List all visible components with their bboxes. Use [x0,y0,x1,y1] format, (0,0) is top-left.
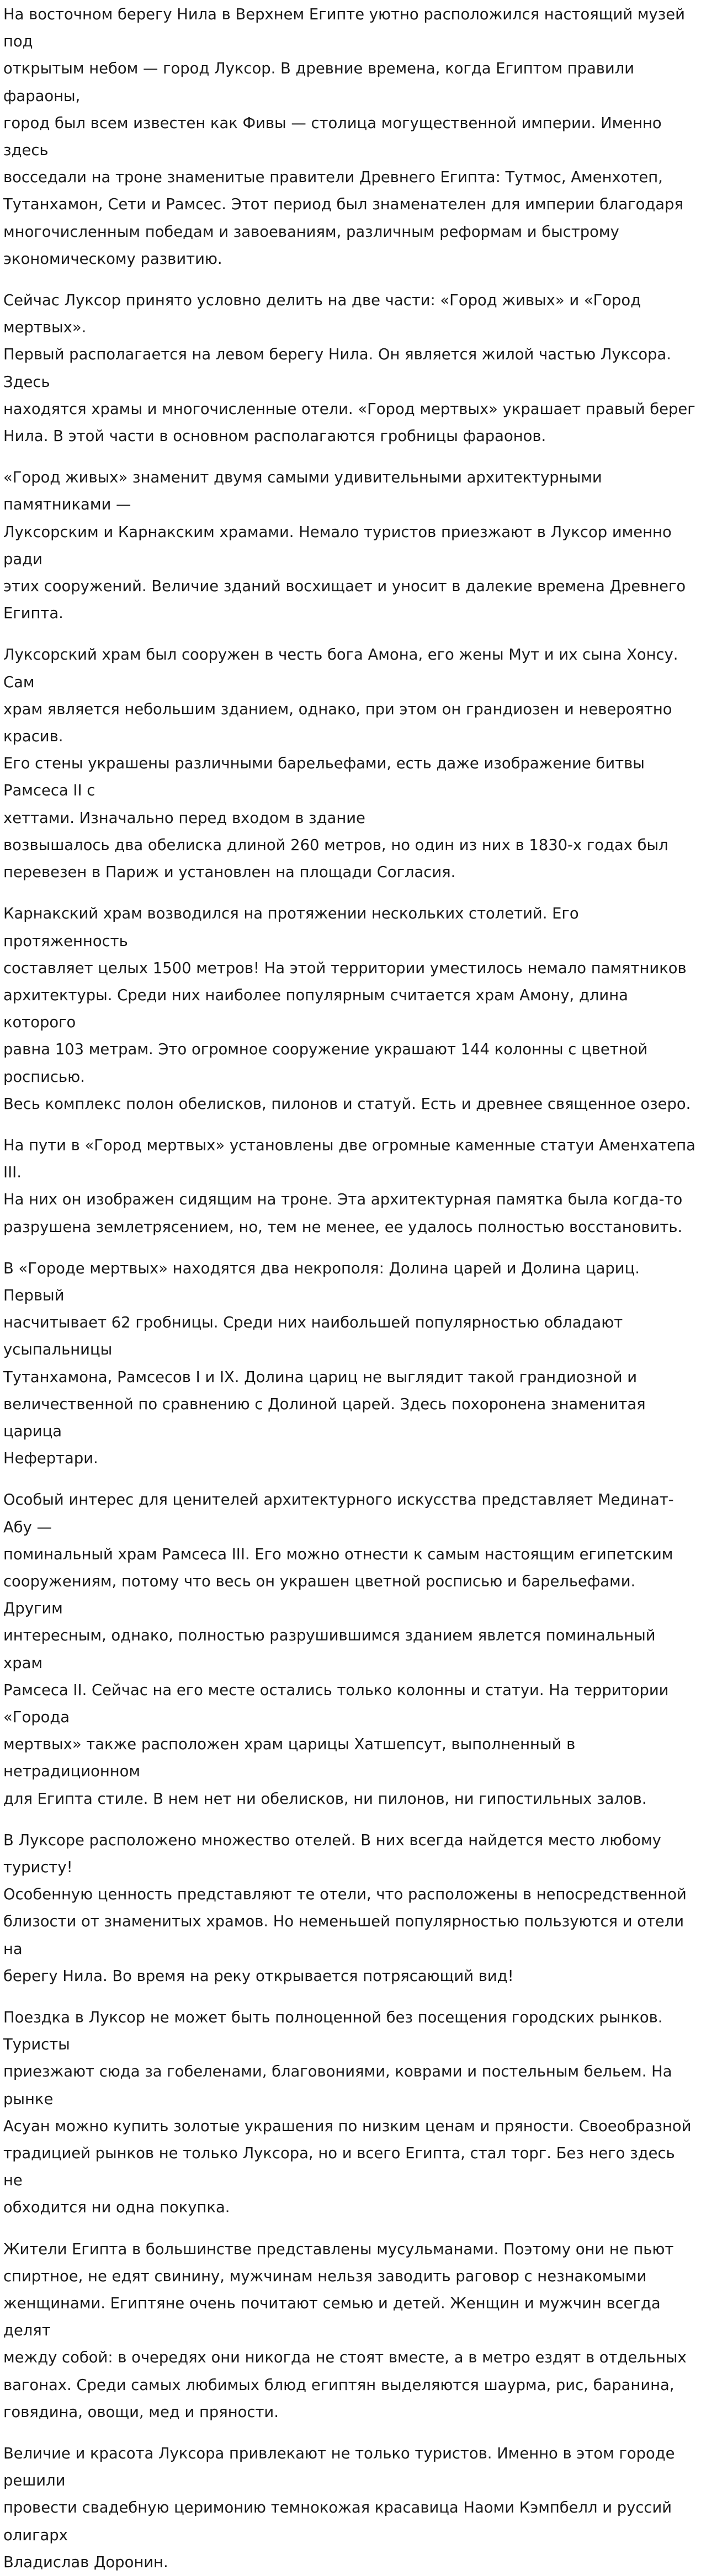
paragraph-luxor-temple: Луксорский храм был сооружен в честь бога Амона, его жены Мут и их сына Хонсу. Сам храм является небольшим зданием, однако, при этом он грандиозен и невероятно красив. Его стены украшены различными барельефами, есть даже изображение битвы Рамсеса II с хеттами. Изначально перед входом в здание возвышалось два обелиска длиной 260 метров, но один из них в 1830-х годах был перевезен в Париж и установлен на площади Согласия. [3,646,678,881]
paragraph-customs: Жители Египта в большинстве представлены мусульманами. Поэтому они не пьют спиртное, не едят свинину, мужчинам нельзя заводить раговор с незнакомыми женщинами. Египтяне очень почитают семью и детей. Женщин и мужчин всегда делят между собой: в очередях они никогда не стоят вместе, а в метро ездят в отдельных вагонах. Среди самых любимых блюд египтян выделяются шаурма, рис, баранина, говядина, овощи, мед и пряности. [3,2240,687,2421]
paragraph-city-of-living: «Город живых» знаменит двумя самыми удивительными архитектурными памятниками — Луксорским и Карнакским храмами. Немало туристов приезжают в Луксор именно ради этих сооружений. Величие зданий восхищает и уносит в далекие времена Древнего Египта. [3,469,686,623]
paragraph-hotels: В Луксоре расположено множество отелей. В них всегда найдется место любому туристу! Особенную ценность представляют те отели, что расположены в непосредственной близости от знаменитых храмов. Но неменьшей популярностью пользуются и отели на берегу Нила. Во время на реку открывается потрясающий вид! [3,1831,687,1985]
paragraph-wedding: Величие и красота Луксора привлекают не только туристов. Именно в этом городе решили провести свадебную церимонию темнокожая красавица Наоми Кэмпбелл и руссий олигарх Владислав Доронин. [3,2445,675,2571]
paragraph-city-parts: Сейчас Луксор принято условно делить на две части: «Город живых» и «Город мертвых». Первый располагается на левом берегу Нила. Он является жилой частью Луксора. Здесь находятся храмы и многочисленные отели. «Город мертвых» украшает правый берег Нила. В этой части в основном располагаются гробницы фараонов. [3,292,695,445]
paragraph-medinet-habu: Особый интерес для ценителей архитектурного искусства представляет Мединат-Абу — поминальный храм Рамсеса III. Его можно отнести к самым настоящим египетским сооружениям, потому что весь он украшен цветной росписью и барельефами. Другим интересным, однако, полностью разрушившимся зданием явлется поминальный храм Рамсеса II. Сейчас на его месте остались только колонны и статуи. На территории «Города мертвых» также расположен храм царицы Хатшепсут, выполненный в нетрадиционном для Египта стиле. В нем нет ни обелисков, ни пилонов, ни гипостильных залов. [3,1491,674,1808]
paragraph-colossi: На пути в «Город мертвых» установлены две огромные каменные статуи Аменхатепа III. На них он изображен сидящим на троне. Эта архитектурная памятка была когда-то разрушена землетрясением, но, тем не менее, ее удалось полностью восстановить. [3,1136,695,1236]
paragraph-karnak-temple: Карнакский храм возводился на протяжении нескольких столетий. Его протяженность составляет целых 1500 метров! На этой территории уместилось немало памятников архитектуры. Среди них наиболее популярным считается храм Амону, длина которого равна 103 метрам. Это огромное сооружение украшают 144 колонны с цветной росписью. Весь комплекс полон обелисков, пилонов и статуй. Есть и древнее священное озеро. [3,905,691,1113]
paragraph-markets: Поездка в Луксор не может быть полноценной без посещения городских рынков. Туристы приезжают сюда за гобеленами, благовониями, коврами и постельным бельем. На рынке Асуан можно купить золотые украшения по низким ценам и пряности. Своеобразной традицией рынков не только Луксора, но и всего Египта, стал торг. Без него здесь не обходится ни одна покупка. [3,2009,692,2217]
paragraph-intro: На восточном берегу Нила в Верхнем Египте уютно расположился настоящий музей под открытым небом — город Луксор. В древние времена, когда Египтом правили фараоны, город был всем известен как Фивы — столица могущественной империи. Именно здесь восседали на троне знаменитые правители Древнего Египта: Тутмос, Аменхотеп, Тутанхамон, Сети и Рамсес. Этот период был знаменателен для империи благодаря многочисленным победам и завоеваниям, различным реформам и быстрому экономическому развитию. [3,6,685,268]
paragraph-necropolises: В «Городе мертвых» находятся два некрополя: Долина царей и Долина цариц. Первый насчитывает 62 гробницы. Среди них наибольшей популярностью обладают усыпальницы Тутанхамона, Рамсесов I и IX. Долина цариц не выглядит такой грандиозной и величественной по сравнению с Долиной царей. Здесь похоронена знаменитая царица Нефертари. [3,1260,646,1468]
